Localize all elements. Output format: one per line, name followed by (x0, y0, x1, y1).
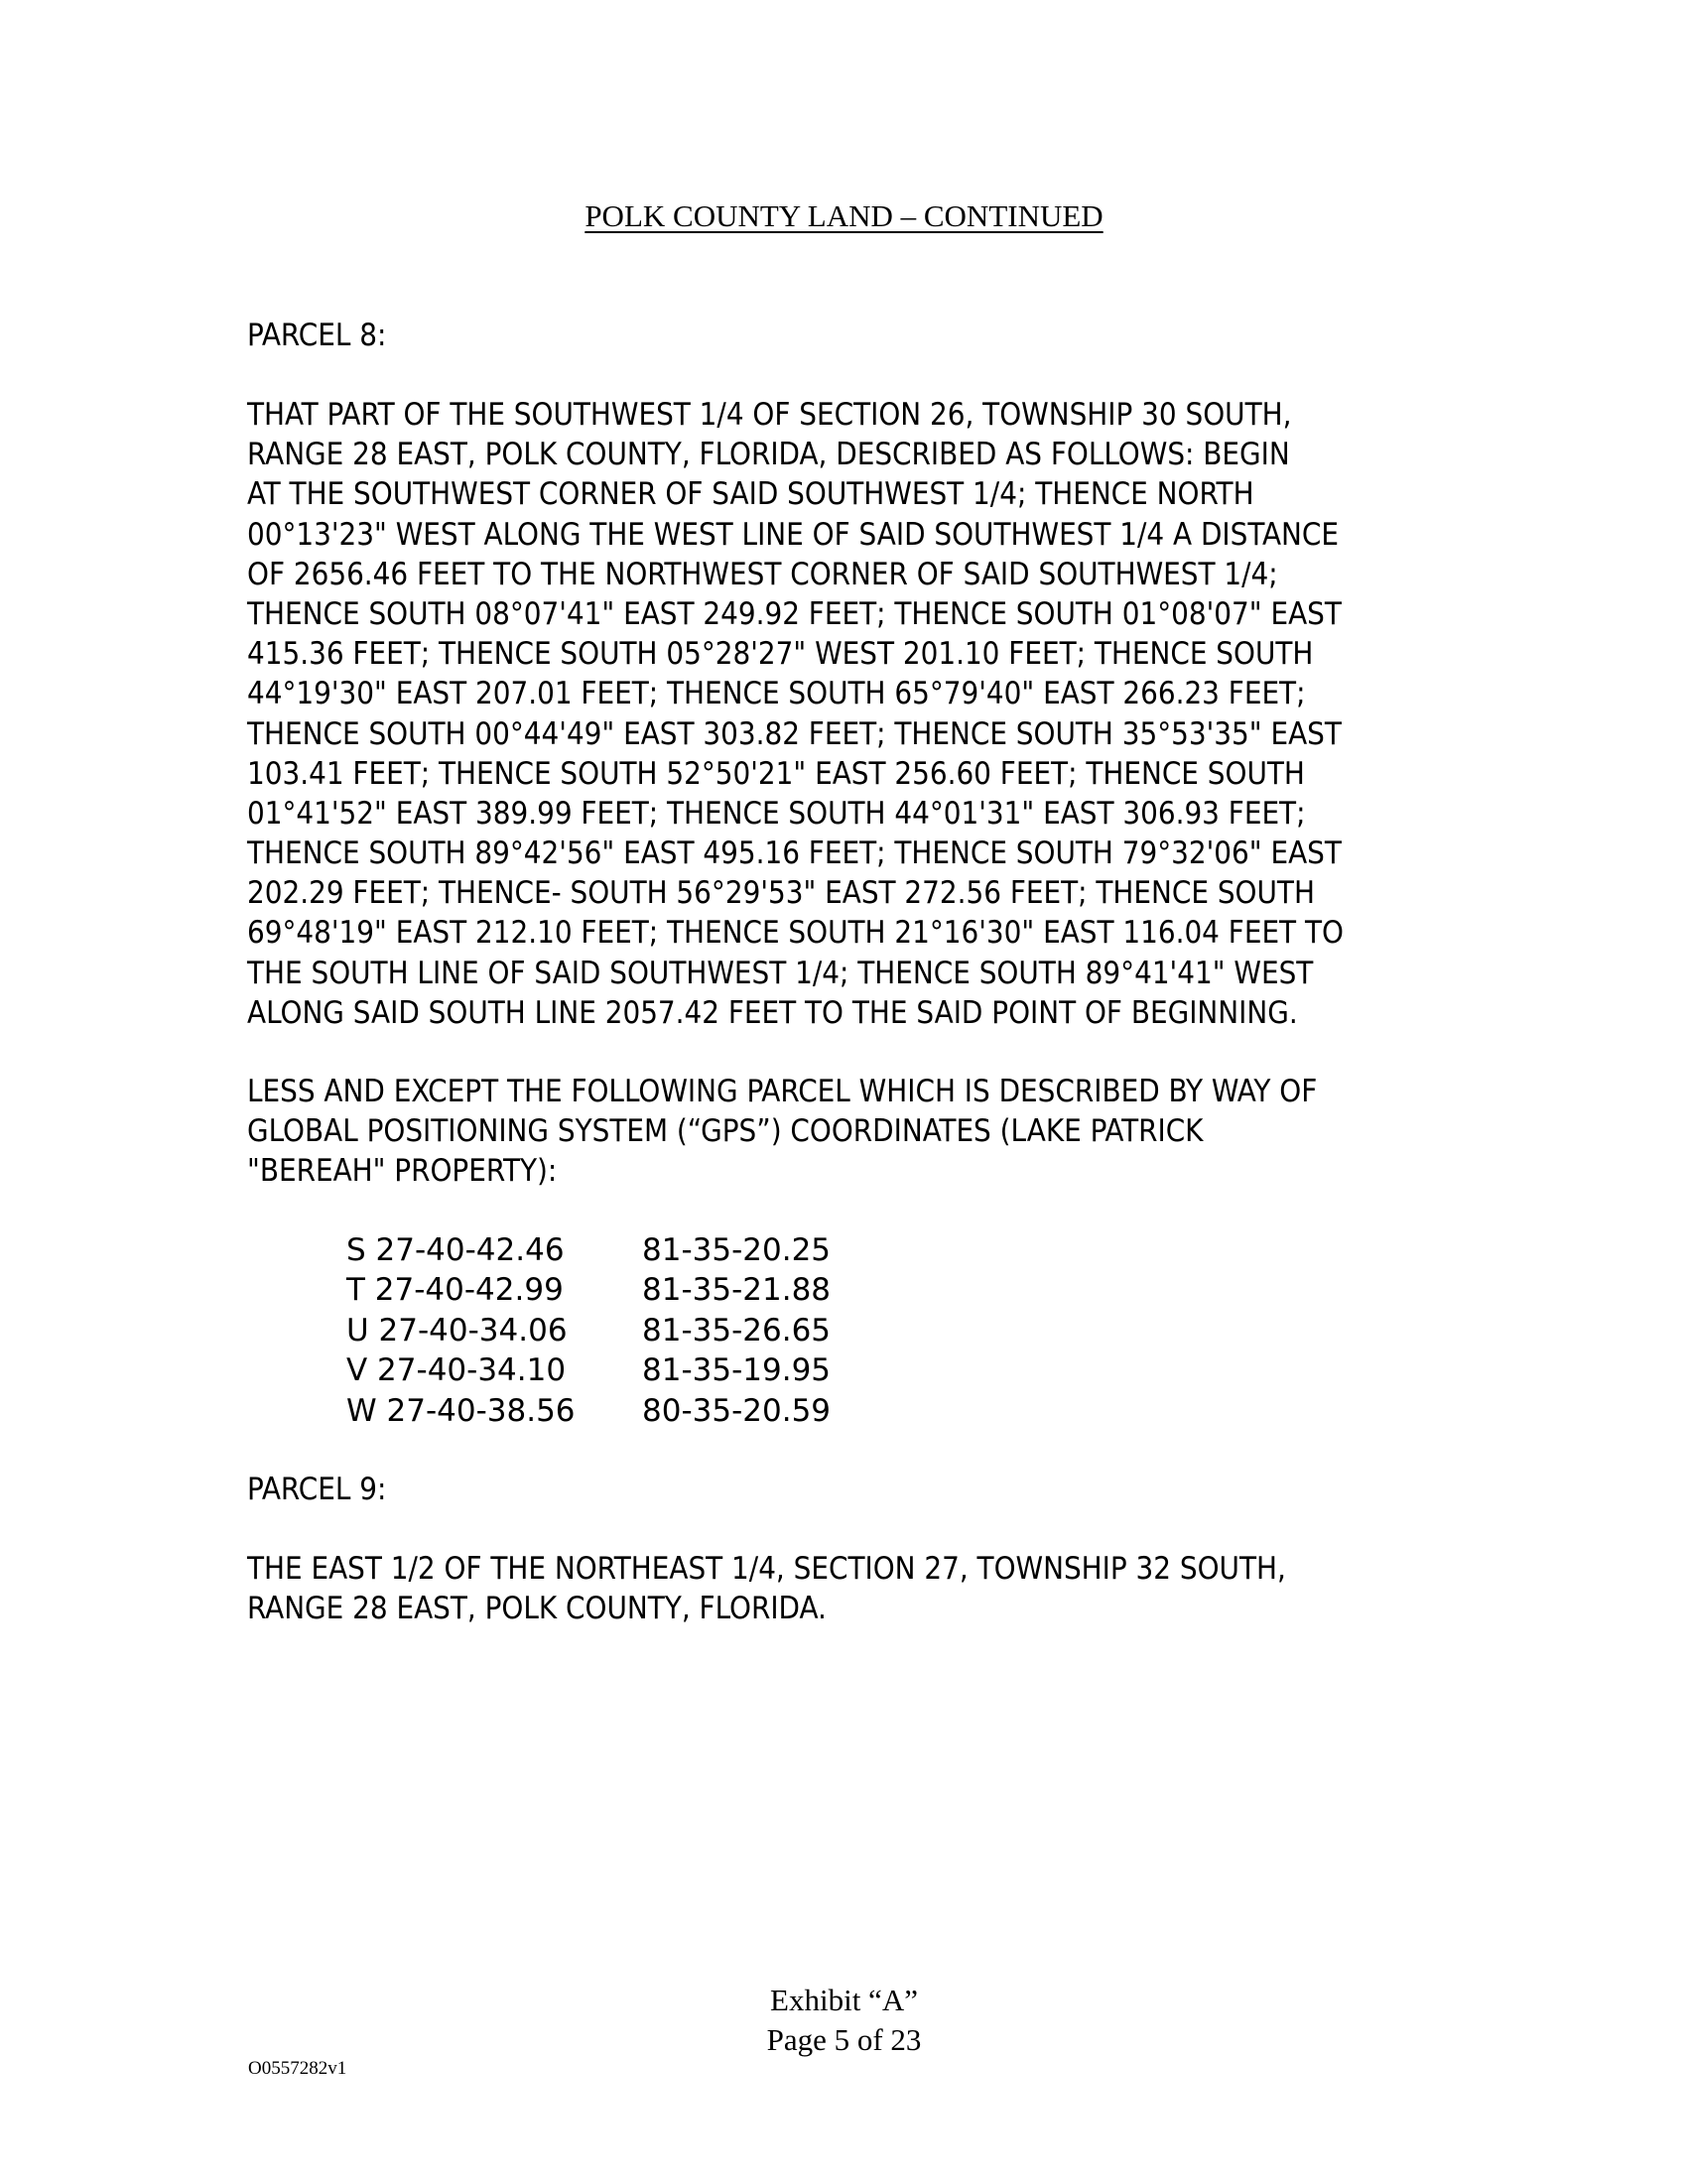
gps-latitude: T 27-40-42.99 (346, 1272, 564, 1309)
text-line: THE EAST 1/2 OF THE NORTHEAST 1/4, SECTION 27, TOWNSHIP 32 SOUTH, (247, 1551, 1286, 1587)
gps-latitude: V 27-40-34.10 (346, 1352, 567, 1389)
page-title-text: POLK COUNTY LAND – CONTINUED (584, 198, 1104, 233)
gps-latitude: S 27-40-42.46 (346, 1232, 565, 1268)
page-footer (0, 1981, 1688, 2060)
text-line: ALONG SAID SOUTH LINE 2057.42 FEET TO THE SAID POINT OF BEGINNING. (247, 994, 1298, 1031)
gps-longitude: 81-35-21.88 (642, 1272, 832, 1309)
gps-row-w (346, 1391, 831, 1431)
text-line: 103.41 FEET; THENCE SOUTH 52°50'21" EAST 256.60 FEET; THENCE SOUTH (247, 755, 1305, 792)
gps-row-t (346, 1270, 831, 1310)
text-line: 415.36 FEET; THENCE SOUTH 05°28'27" WEST 201.10 FEET; THENCE SOUTH (247, 636, 1314, 673)
gps-row-u (346, 1311, 831, 1350)
parcel-9-heading: PARCEL 9: (247, 1472, 387, 1507)
text-line: THE SOUTH LINE OF SAID SOUTHWEST 1/4; THENCE SOUTH 89°41'41" WEST (247, 955, 1314, 991)
gps-row-v (346, 1350, 831, 1390)
text-line: RANGE 28 EAST, POLK COUNTY, FLORIDA, DESCRIBED AS FOLLOWS: BEGIN (247, 437, 1290, 473)
gps-coordinates-table (346, 1230, 831, 1431)
text-line: THENCE SOUTH 89°42'56" EAST 495.16 FEET; THENCE SOUTH 79°32'06" EAST (247, 835, 1342, 872)
text-line: 202.29 FEET; THENCE- SOUTH 56°29'53" EAST 272.56 FEET; THENCE SOUTH (247, 875, 1315, 912)
parcel-8-description (247, 395, 1497, 1033)
text-line: THENCE SOUTH 08°07'41" EAST 249.92 FEET; THENCE SOUTH 01°08'07" EAST (247, 595, 1342, 632)
page-number: Page 5 of 23 (766, 2022, 922, 2057)
text-line: "BEREAH" PROPERTY): (247, 1153, 558, 1190)
parcel-8-heading: PARCEL 8: (247, 318, 387, 353)
exhibit-label: Exhibit “A” (770, 1983, 918, 2017)
text-line: THAT PART OF THE SOUTHWEST 1/4 OF SECTION 26, TOWNSHIP 30 SOUTH, (247, 397, 1292, 433)
text-line: OF 2656.46 FEET TO THE NORTHWEST CORNER OF SAID SOUTHWEST 1/4; (247, 556, 1278, 592)
parcel-9-description (247, 1549, 1497, 1628)
gps-row-s (346, 1230, 831, 1270)
page-title (0, 198, 1688, 234)
gps-longitude: 80-35-20.59 (642, 1392, 832, 1429)
parcel-8-exception (247, 1072, 1497, 1192)
gps-longitude: 81-35-26.65 (642, 1312, 832, 1349)
text-line: LESS AND EXCEPT THE FOLLOWING PARCEL WHICH IS DESCRIBED BY WAY OF (247, 1074, 1318, 1109)
text-line: 00°13'23" WEST ALONG THE WEST LINE OF SAID SOUTHWEST 1/4 A DISTANCE (247, 516, 1340, 553)
gps-longitude: 81-35-19.95 (642, 1352, 832, 1389)
gps-latitude: W 27-40-38.56 (346, 1392, 576, 1429)
gps-longitude: 81-35-20.25 (642, 1232, 832, 1268)
text-line: 44°19'30" EAST 207.01 FEET; THENCE SOUTH 65°79'40" EAST 266.23 FEET; (247, 676, 1306, 712)
text-line: 01°41'52" EAST 389.99 FEET; THENCE SOUTH 44°01'31" EAST 306.93 FEET; (247, 795, 1306, 832)
text-line: THENCE SOUTH 00°44'49" EAST 303.82 FEET; THENCE SOUTH 35°53'35" EAST (247, 715, 1342, 752)
text-line: 69°48'19" EAST 212.10 FEET; THENCE SOUTH 21°16'30" EAST 116.04 FEET TO (247, 915, 1344, 952)
gps-latitude: U 27-40-34.06 (346, 1312, 568, 1349)
text-line: GLOBAL POSITIONING SYSTEM (“GPS”) COORDINATES (LAKE PATRICK (247, 1113, 1204, 1150)
document-id: O0557282v1 (248, 2058, 347, 2079)
text-line: RANGE 28 EAST, POLK COUNTY, FLORIDA. (247, 1591, 827, 1627)
text-line: AT THE SOUTHWEST CORNER OF SAID SOUTHWEST 1/4; THENCE NORTH (247, 476, 1254, 513)
